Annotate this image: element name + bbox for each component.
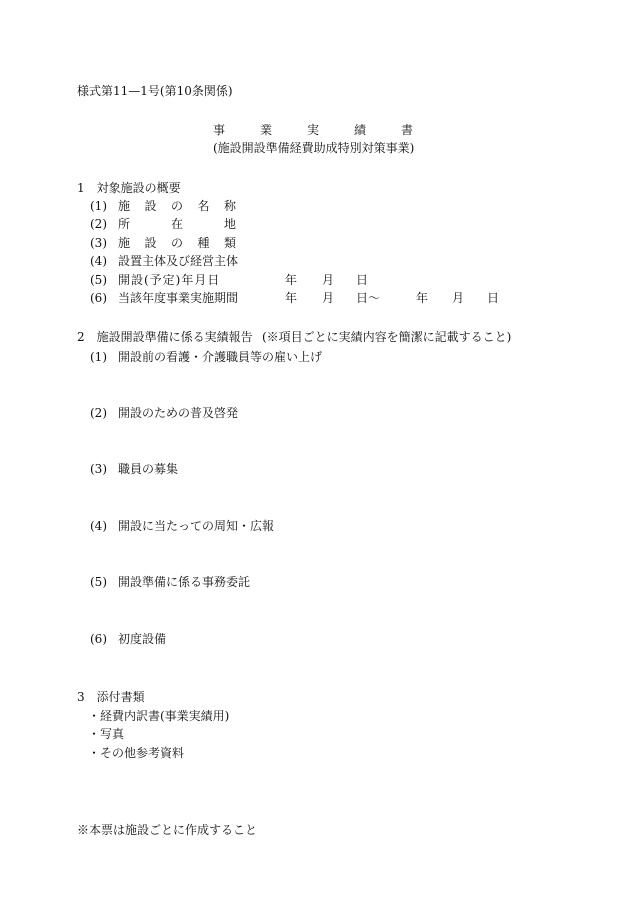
section2-item-label: 初度設備 — [118, 632, 167, 646]
section1-item-num: (3) — [90, 236, 107, 250]
section1-item-num: (1) — [90, 199, 107, 213]
section1-heading: 1 対象施設の概要 — [77, 181, 181, 195]
section2-item-num: (6) — [90, 632, 107, 646]
section3-heading: 3 添付書類 — [77, 690, 145, 704]
section2-item-num: (3) — [90, 462, 107, 476]
date-day: 日 — [356, 273, 369, 287]
label-char: 施 — [118, 199, 131, 213]
attachment-item: ・写真 — [88, 727, 125, 741]
section2-item-label: 開設に当たっての周知・広報 — [118, 519, 275, 533]
section1-item-num: (5) — [90, 273, 107, 287]
document-title — [213, 123, 413, 137]
section1-item-label — [118, 217, 236, 231]
section1-item-label — [118, 236, 236, 250]
section1-item-num: (6) — [90, 291, 107, 305]
date-to-day: 日 — [487, 291, 500, 305]
title-char: 書 — [400, 123, 413, 137]
section2-item-label: 開設前の看護・介護職員等の雇い上げ — [118, 350, 323, 364]
section2-item-num: (4) — [90, 519, 107, 533]
label-char: 設 — [144, 199, 157, 213]
label-char: の — [170, 199, 183, 213]
section1-item-label: 設置主体及び経営主体 — [118, 254, 239, 268]
label-char: の — [170, 236, 183, 250]
label-char: 類 — [223, 236, 236, 250]
date-from-month: 月 — [322, 291, 335, 305]
section2-heading: 2 施設開設準備に係る実績報告 — [77, 330, 253, 344]
title-char: 事 — [213, 123, 226, 137]
date-from-day: 日〜 — [356, 291, 381, 305]
title-char: 実 — [306, 123, 319, 137]
section1-item-num: (2) — [90, 217, 107, 231]
title-char: 績 — [353, 123, 366, 137]
label-char: 在 — [170, 217, 183, 231]
section1-item-label — [118, 199, 236, 213]
attachment-item: ・経費内訳書(事業実績用) — [88, 709, 230, 723]
section2-item-label: 職員の募集 — [118, 462, 179, 476]
section2-item-label: 開設のための普及啓発 — [118, 406, 239, 420]
label-char: 所 — [118, 217, 131, 231]
date-to-year: 年 — [416, 291, 429, 305]
section1-item-num: (4) — [90, 254, 107, 268]
section2-item-num: (2) — [90, 406, 107, 420]
date-year: 年 — [285, 273, 298, 287]
section2-item-num: (5) — [90, 575, 107, 589]
label-char: 地 — [223, 217, 236, 231]
label-char: 種 — [197, 236, 210, 250]
section2-note: (※項目ごとに実績内容を簡潔に記載すること) — [262, 330, 512, 344]
section1-item-label: 開設(予定)年月日 — [118, 273, 221, 287]
title-char: 業 — [259, 123, 272, 137]
form-number: 様式第11—1号(第10条関係) — [77, 84, 233, 98]
label-char: 施 — [118, 236, 131, 250]
document-subtitle: (施設開設準備経費助成特別対策事業) — [213, 141, 415, 155]
date-month: 月 — [322, 273, 335, 287]
section2-item-label: 開設準備に係る事務委託 — [118, 575, 251, 589]
attachment-item: ・その他参考資料 — [88, 746, 185, 760]
label-char: 設 — [144, 236, 157, 250]
section1-item-label: 当該年度事業実施期間 — [118, 291, 239, 305]
date-from-year: 年 — [285, 291, 298, 305]
date-to-month: 月 — [452, 291, 465, 305]
footer-note: ※本票は施設ごとに作成すること — [77, 823, 258, 837]
label-char: 名 — [197, 199, 210, 213]
section2-item-num: (1) — [90, 350, 107, 364]
label-char: 称 — [223, 199, 236, 213]
